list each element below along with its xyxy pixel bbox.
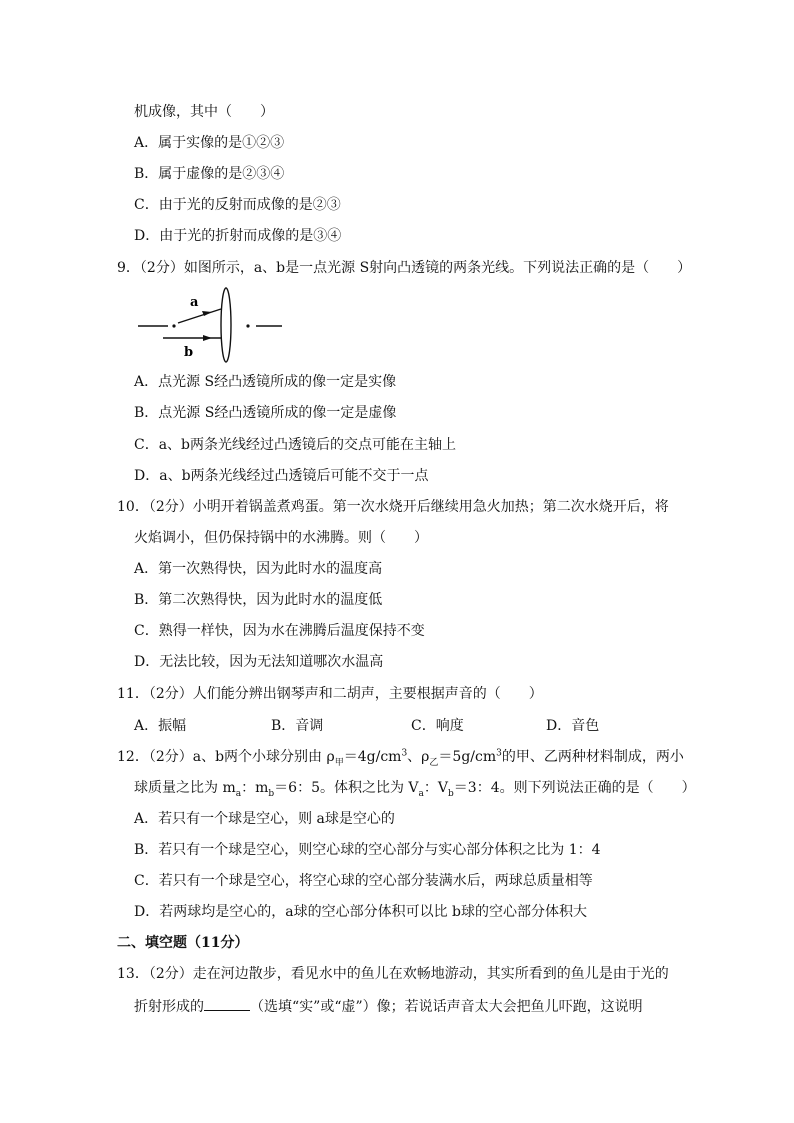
light-source-s-dot — [172, 324, 175, 327]
ray-a-label: a — [190, 295, 199, 310]
q10-option-d: D．无法比较，因为无法知道哪次水温高 — [134, 654, 384, 670]
q12-text-1a: 12．（2分）a、b两个小球分别由 ρ — [117, 749, 335, 765]
q9-option-d: D．a、b两条光线经过凸透镜后可能不交于一点 — [134, 468, 429, 484]
q13-stem-line1: 13．（2分）走在河边散步，看见水中的鱼儿在欢畅地游动，其实所看到的鱼儿是由于光的 — [117, 966, 669, 982]
q12-text-2b: ：m — [241, 780, 269, 796]
q12-option-d: D．若两球均是空心的，a球的空心部分体积可以比 b球的空心部分体积大 — [134, 904, 587, 920]
convex-lens — [221, 288, 231, 362]
q9-option-c: C．a、b两条光线经过凸透镜后的交点可能在主轴上 — [134, 437, 457, 453]
q11-option-c: C．响度 — [411, 718, 464, 734]
q12-option-b: B．若只有一个球是空心，则空心球的空心部分与实心部分体积之比为 1：4 — [134, 842, 601, 858]
q12-sub-yi: 乙 — [429, 757, 439, 768]
q12-text-2c: ＝6：5。体积之比为 V — [274, 780, 419, 796]
q11-option-a: A．振幅 — [134, 718, 187, 734]
q12-text-2e: ＝3：4。则下列说法正确的是（ ） — [453, 780, 696, 796]
q12-sub-a2: a — [418, 788, 424, 799]
q8-option-d: D．由于光的折射而成像的是③④ — [134, 228, 342, 244]
q12-text-2d: ：V — [423, 780, 449, 796]
q12-sub-b: b — [268, 788, 275, 799]
q8-stem-cont: 机成像，其中（ ） — [134, 104, 274, 120]
q12-text-1c: 的甲、乙两种材料制成，两小 — [501, 749, 684, 765]
q12-density-jia: ＝4g/cm — [343, 749, 402, 765]
q12-stem-line2 — [134, 778, 696, 798]
q13-text-2a: 折射形成的 — [134, 999, 204, 1015]
q12-option-a: A．若只有一个球是空心，则 a球是空心的 — [134, 811, 395, 827]
q11-option-b: B．音调 — [271, 718, 324, 734]
q10-option-c: C．熟得一样快，因为水在沸腾后温度保持不变 — [134, 623, 425, 639]
q10-stem-line1: 10．（2分）小明开着锅盖煮鸡蛋。第一次水烧开后继续用急火加热；第二次水烧开后，将 — [117, 499, 669, 515]
q10-option-b: B．第二次熟得快，因为此时水的温度低 — [134, 592, 383, 608]
q12-text-1b: 、ρ — [407, 749, 430, 765]
q9-option-b: B．点光源 S经凸透镜所成的像一定是虚像 — [134, 405, 397, 421]
q12-stem-line1 — [117, 747, 684, 767]
convex-lens-figure — [130, 285, 290, 365]
q12-density-yi: ＝5g/cm — [438, 749, 497, 765]
q12-sub-a: a — [235, 788, 242, 799]
q12-sup-2: 3 — [496, 748, 502, 759]
ray-b — [163, 335, 221, 341]
q13-answer-blank[interactable] — [204, 996, 250, 1011]
ray-b-label: b — [184, 345, 194, 360]
q12-option-c: C．若只有一个球是空心，将空心球的空心部分装满水后，两球总质量相等 — [134, 873, 593, 889]
q9-option-a: A．点光源 S经凸透镜所成的像一定是实像 — [134, 374, 397, 390]
q10-option-a: A．第一次熟得快，因为此时水的温度高 — [134, 561, 383, 577]
section-heading-fill-in: 二、填空题（11分） — [117, 935, 249, 951]
q12-sub-jia: 甲 — [334, 757, 344, 768]
q12-text-2a: 球质量之比为 m — [134, 780, 236, 796]
q11-option-d: D．音色 — [546, 718, 600, 734]
q8-option-a: A．属于实像的是①②③ — [134, 135, 285, 151]
q12-sub-b2: b — [448, 788, 454, 799]
q10-stem-line2: 火焰调小，但仍保持锅中的水沸腾。则（ ） — [134, 530, 428, 546]
q8-option-b: B．属于虚像的是②③④ — [134, 166, 285, 182]
q13-stem-line2 — [134, 996, 643, 1017]
focal-point-dot — [246, 324, 249, 327]
q9-stem: 9．（2分）如图所示，a、b是一点光源 S射向凸透镜的两条光线。下列说法正确的是（ ） — [117, 260, 692, 276]
q13-text-2b: （选填“实”或“虚”）像；若说话声音太大会把鱼儿吓跑，这说明 — [250, 999, 643, 1015]
q8-option-c: C．由于光的反射而成像的是②③ — [134, 197, 341, 213]
q11-stem: 11．（2分）人们能分辨出钢琴声和二胡声，主要根据声音的（ ） — [117, 686, 543, 702]
ray-a — [178, 309, 221, 323]
q12-sup-1: 3 — [401, 748, 408, 759]
